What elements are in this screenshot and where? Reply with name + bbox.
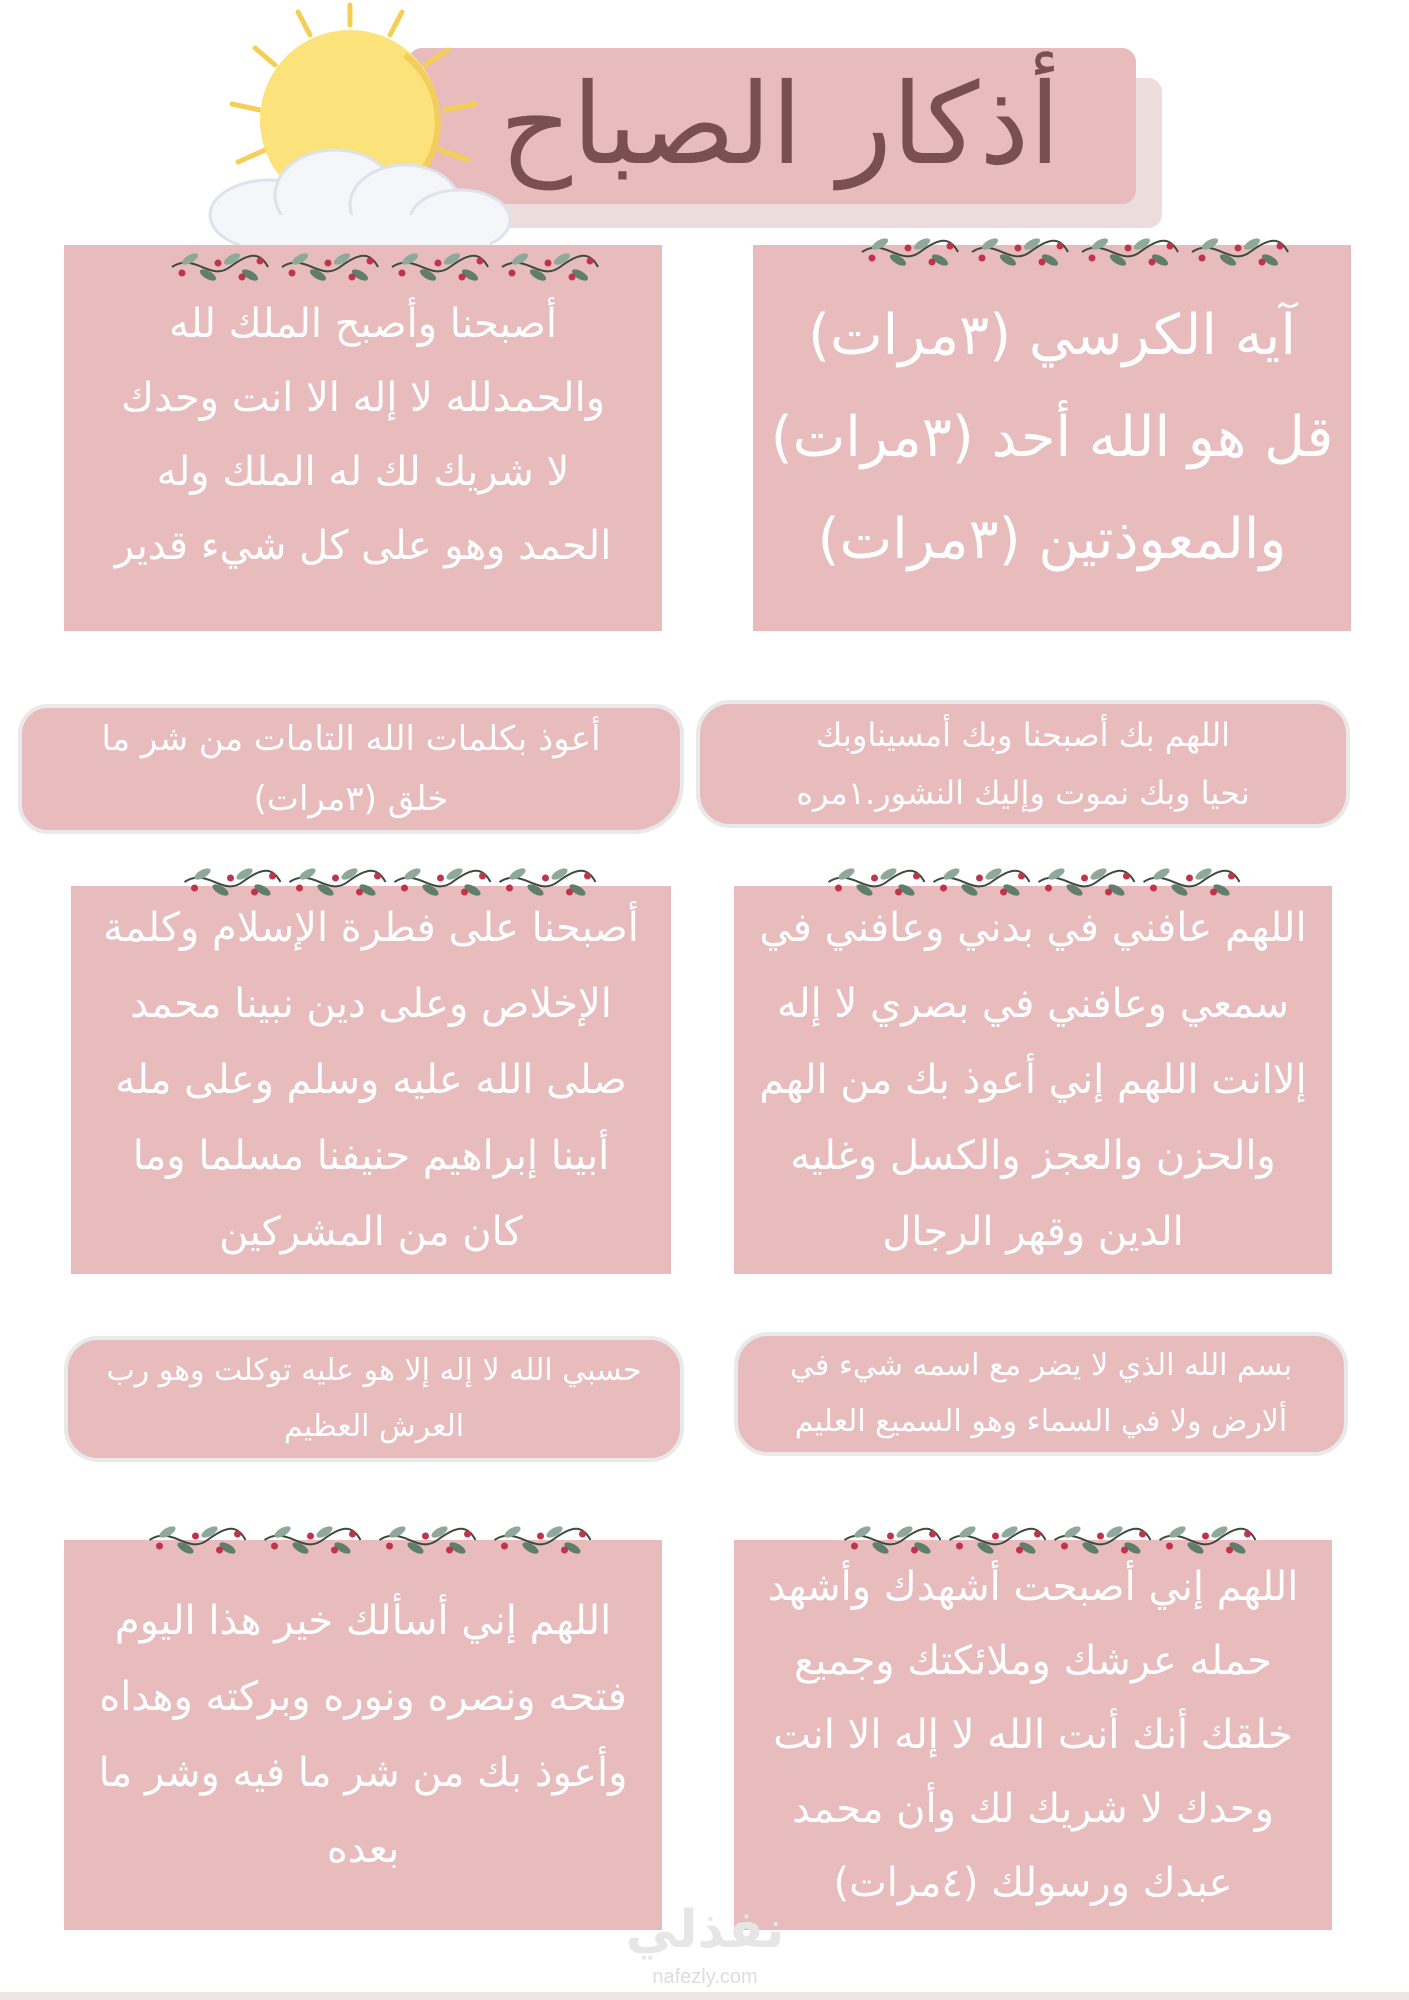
dhikr-card-asbahna — [64, 245, 662, 631]
dhikr-text: اللهم بك أصبحنا وبك أمسيناوبك نحيا وبك نموت وإليك النشور.١مره — [796, 716, 1250, 812]
sun-cloud-icon — [160, 0, 540, 260]
dhikr-card-fitrat-alislam — [71, 886, 671, 1274]
dhikr-card-ayat-alkursi — [753, 245, 1351, 631]
dhikr-card-ushhiduka — [734, 1540, 1332, 1930]
dhikr-text: آيه الكرسي (٣مرات) قل هو الله أحد (٣مرات) والمعوذتين (٣مرات) — [770, 303, 1334, 572]
garland-decoration — [824, 852, 1244, 912]
garland-decoration — [180, 852, 600, 912]
watermark-url: nafezly.com — [652, 1966, 758, 1988]
dhikr-pill-bismillah — [734, 1332, 1348, 1456]
page-title: أذكار الصباح — [499, 60, 1061, 190]
garland-decoration — [140, 1510, 600, 1570]
dhikr-text: بسم الله الذي لا يضر مع اسمه شيء في ألارض ولا في السماء وهو السميع العليم — [789, 1348, 1293, 1439]
garland-decoration — [840, 1510, 1260, 1570]
watermark-logo: نفذلي — [625, 1900, 785, 1960]
dhikr-text: أعوذ بكلمات الله التامات من شر ما خلق (٣مرات) — [101, 719, 601, 819]
dhikr-text: أصبحنا على فطرة الإسلام وكلمة الإخلاص وعلى دين نبينا محمد صلى الله عليه وسلم وعلى مله أبينا إبراهيم حنيفنا مسلما وما كان من المشركين — [103, 905, 639, 1255]
dhikr-text: أصبحنا وأصبح الملك لله والحمدلله لا إله الا انت وحدك لا شريك لك له الملك وله الحمد وهو على كل شيء قدير — [114, 301, 612, 569]
dhikr-text: اللهم عافني في بدني وعافني في سمعي وعافني في بصري لا إله إلاانت اللهم إني أعوذ بك من الهم والحزن والعجز والكسل وغليه الدين وقهر الرجال — [759, 905, 1307, 1255]
dhikr-text: حسبي الله لا إله إلا هو عليه توكلت وهو رب العرش العظيم — [106, 1353, 642, 1444]
dhikr-pill-allahumma-bika — [696, 700, 1350, 828]
dhikr-text: اللهم إني أصبحت أشهدك وأشهد حمله عرشك وملائكتك وجميع خلقك أنك أنت الله لا إله الا انت وحدك لا شريك لك وأن محمد عبدك ورسولك (٤مرات) — [767, 1564, 1299, 1906]
garland-decoration — [165, 237, 605, 297]
garland-decoration — [855, 222, 1295, 282]
dhikr-pill-hasbiyallah — [64, 1336, 684, 1462]
bottom-strip — [0, 1992, 1409, 2000]
dhikr-pill-audhu — [18, 704, 684, 834]
dhikr-text: اللهم إني أسألك خير هذا اليوم فتحه ونصره ونوره وبركته وهداه وأعوذ بك من شر ما فيه وشر ما بعده — [98, 1598, 628, 1872]
dhikr-card-afini — [734, 886, 1332, 1274]
dhikr-card-khayr-hadha-alyawm — [64, 1540, 662, 1930]
